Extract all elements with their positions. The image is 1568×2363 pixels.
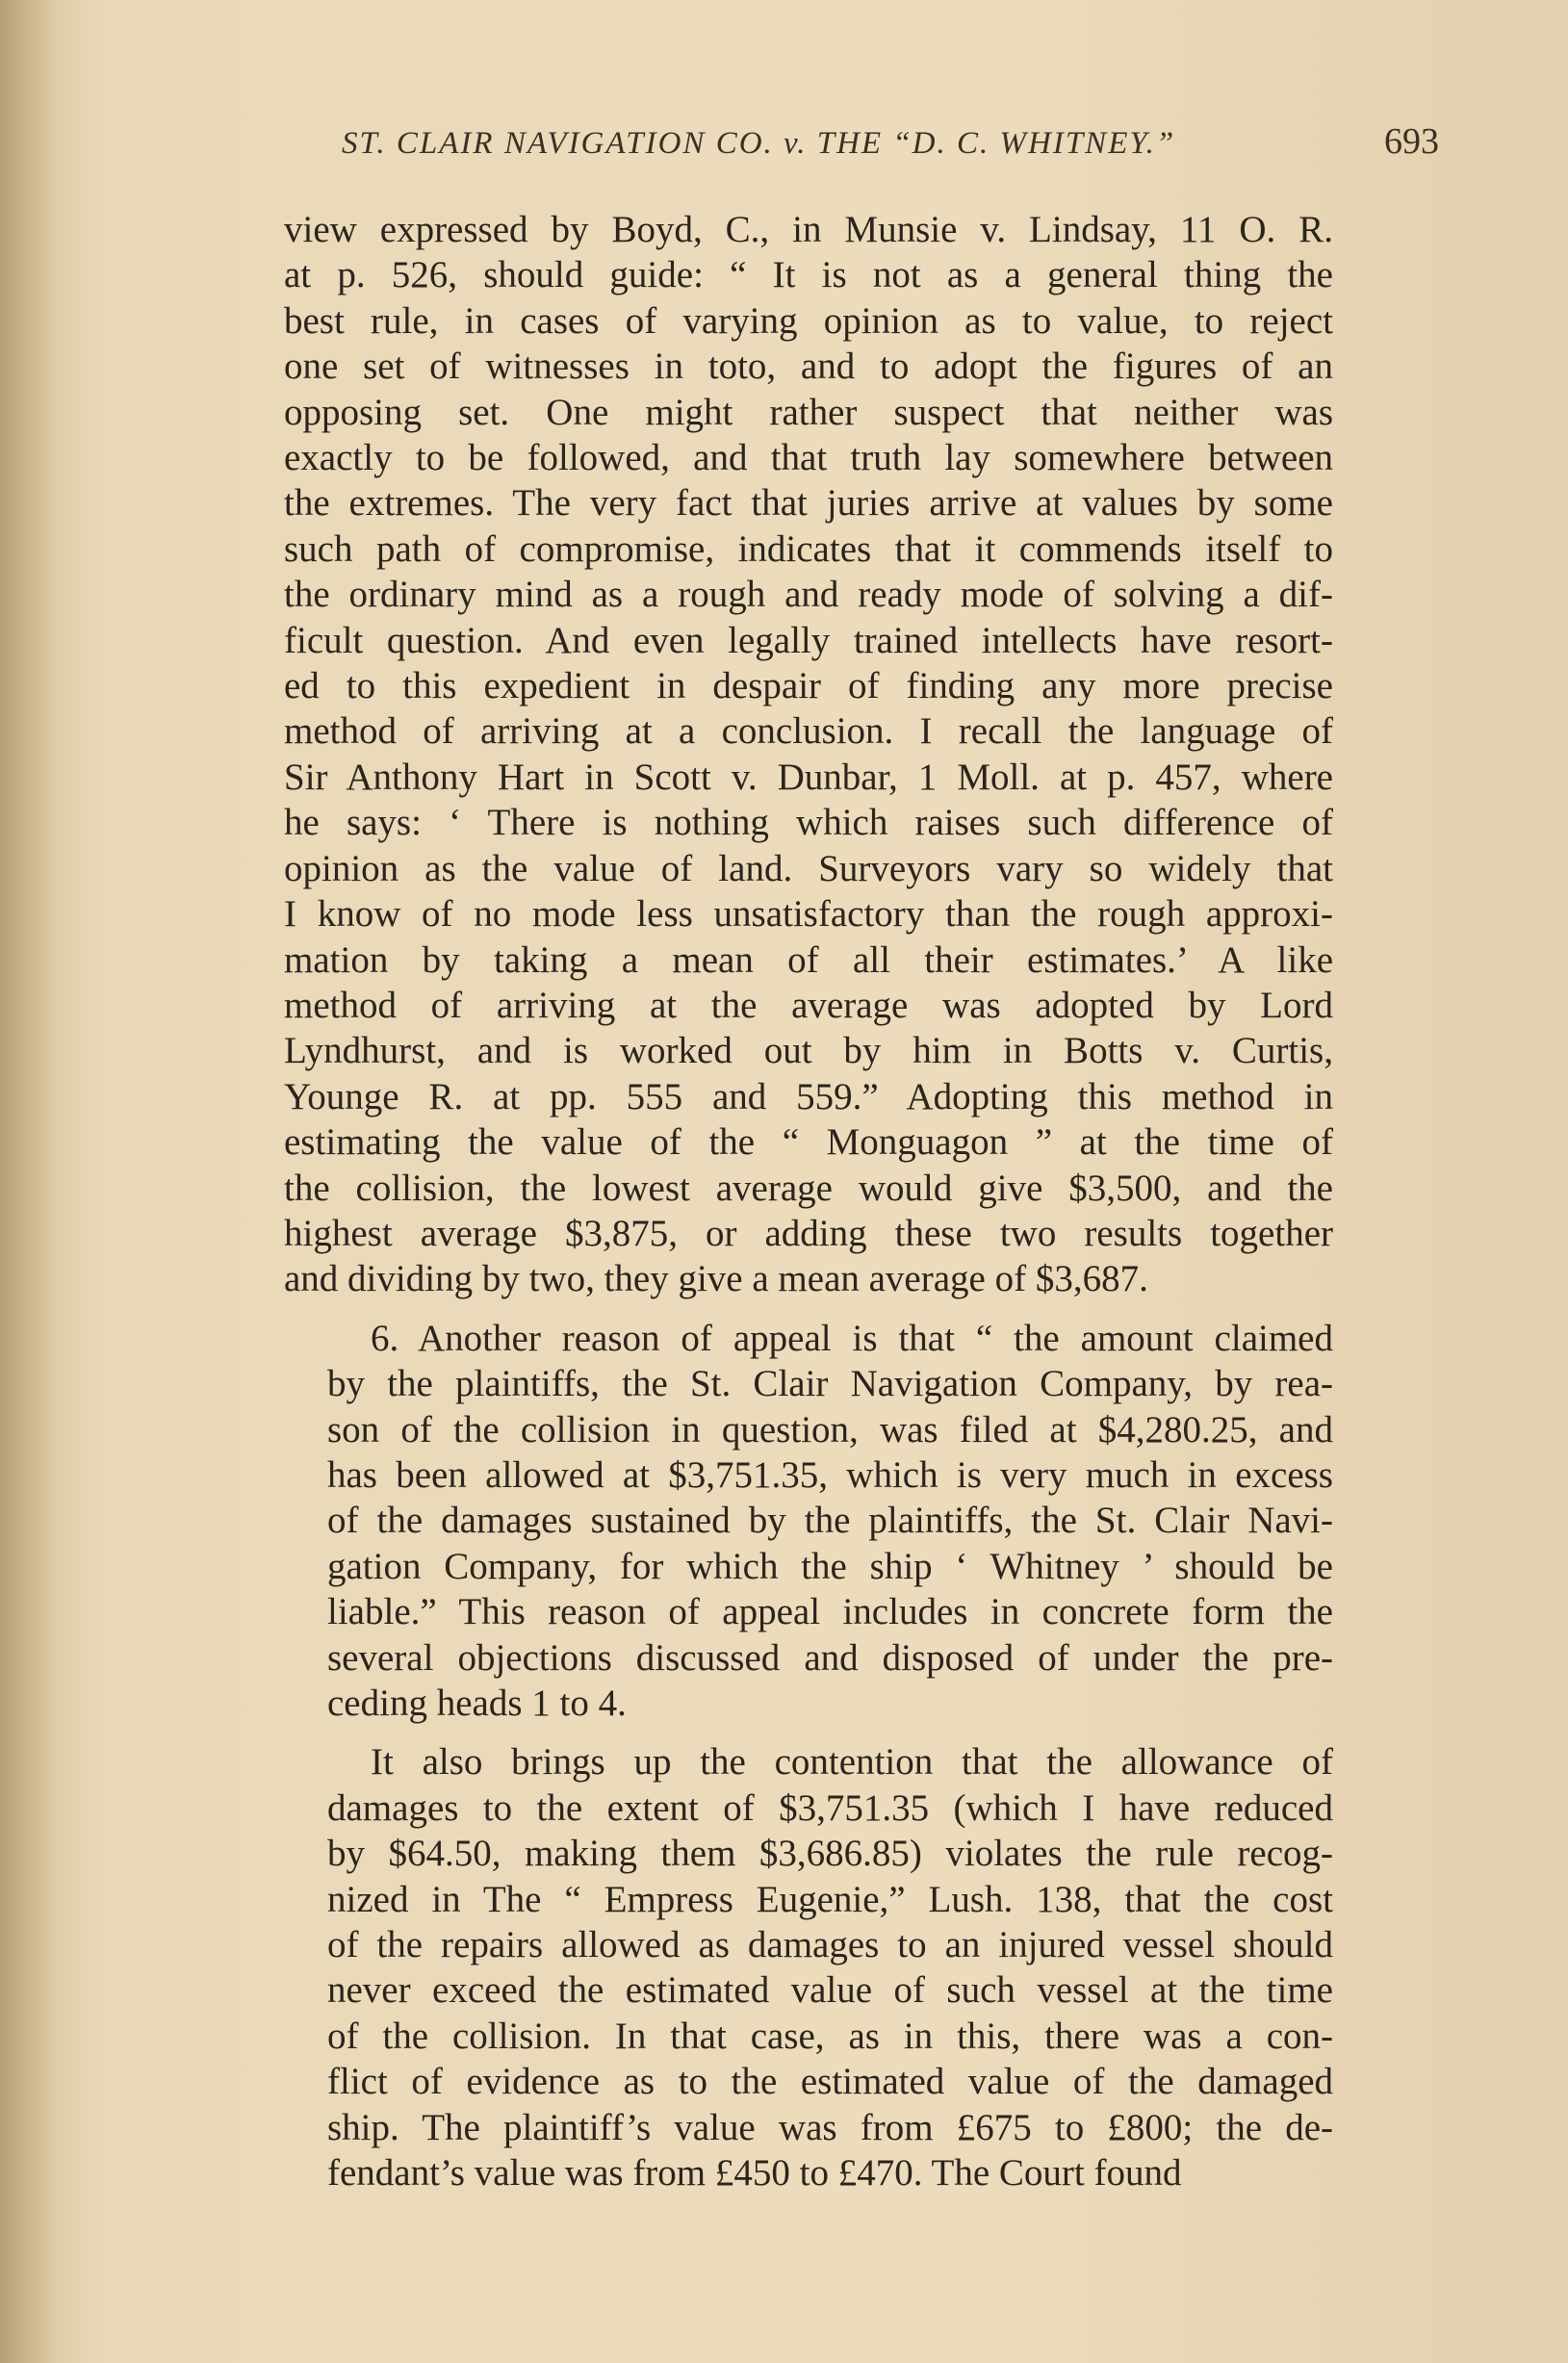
running-head: ST. CLAIR NAVIGATION CO. v. THE “D. C. WHITNEY.” [342, 126, 1176, 161]
text-line: the collision, the lowest average would give $3,500, and the [284, 1167, 1333, 1209]
text-line: liable.” This reason of appeal includes in concrete form the [327, 1591, 1333, 1633]
text-line: and dividing by two, they give a mean average of $3,687. [284, 1258, 1148, 1300]
text-line: best rule, in cases of varying opinion as to value, to reject [284, 299, 1333, 342]
text-line: such path of compromise, indicates that it commends itself to [284, 527, 1333, 570]
text-line: has been allowed at $3,751.35, which is very much in excess [327, 1453, 1333, 1496]
text-line: method of arriving at the average was adopted by Lord [284, 984, 1333, 1026]
page-gutter [0, 0, 58, 2363]
text-line: ficult question. And even legally trained intellects have resort- [284, 619, 1333, 661]
text-line: by the plaintiffs, the St. Clair Navigation Company, by rea- [327, 1363, 1333, 1405]
text-line: Younge R. at pp. 555 and 559.” Adopting this method in [284, 1075, 1333, 1117]
text-line: damages to the extent of $3,751.35 (which I have reduced [327, 1786, 1333, 1829]
text-line: ceding heads 1 to 4. [327, 1682, 627, 1724]
text-line: It also brings up the contention that the allowance of [371, 1741, 1333, 1784]
text-line: by $64.50, making them $3,686.85) violates the rule recog- [327, 1833, 1333, 1875]
text-line: Lyndhurst, and is worked out by him in Botts v. Curtis, [284, 1030, 1333, 1072]
text-line: exactly to be followed, and that truth lay somewhere between [284, 437, 1333, 479]
text-line: of the repairs allowed as damages to an injured vessel should [327, 1924, 1333, 1966]
text-line: highest average $3,875, or adding these two results together [284, 1212, 1333, 1254]
page-header [342, 120, 1439, 178]
text-line: he says: ‘ There is nothing which raises such difference of [284, 802, 1333, 844]
text-line: method of arriving at a conclusion. I recall the language of [284, 710, 1333, 753]
text-line: the extremes. The very fact that juries arrive at values by some [284, 482, 1333, 525]
text-line: Sir Anthony Hart in Scott v. Dunbar, 1 Moll. at p. 457, where [284, 756, 1333, 798]
text-line: at p. 526, should guide: “ It is not as a general thing the [284, 254, 1333, 296]
page-number: 693 [1384, 121, 1439, 162]
text-line: estimating the value of the “ Monguagon ” at the time of [284, 1121, 1333, 1164]
paragraph [284, 1316, 1333, 1727]
text-line: gation Company, for which the ship ‘ Whitney ’ should be [327, 1545, 1333, 1587]
text-line: ed to this expedient in despair of finding any more precise [284, 665, 1333, 707]
body-text [284, 207, 1333, 2209]
text-line: of the collision. In that case, as in this, there was a con- [327, 2015, 1333, 2057]
text-line: nized in The “ Empress Eugenie,” Lush. 138, that the cost [327, 1878, 1333, 1920]
text-line: opinion as the value of land. Surveyors vary so widely that [284, 847, 1333, 889]
text-line: the ordinary mind as a rough and ready mode of solving a dif- [284, 574, 1333, 616]
text-line: son of the collision in question, was filed at $4,280.25, and [327, 1408, 1333, 1451]
text-line: flict of evidence as to the estimated value of the damaged [327, 2061, 1333, 2103]
text-line: 6. Another reason of appeal is that “ the amount claimed [371, 1317, 1333, 1359]
text-line: mation by taking a mean of all their estimates.’ A like [284, 938, 1333, 981]
text-line: never exceed the estimated value of such vessel at the time [327, 1969, 1333, 2012]
text-line: view expressed by Boyd, C., in Munsie v. Lindsay, 11 O. R. [284, 209, 1333, 250]
paragraph [284, 207, 1333, 1302]
text-line: of the damages sustained by the plaintiffs, the St. Clair Navi- [327, 1500, 1333, 1542]
text-line: one set of witnesses in toto, and to adopt the figures of an [284, 346, 1333, 388]
text-line: ship. The plaintiff’s value was from £675 to £800; the de- [327, 2106, 1333, 2148]
text-line: I know of no mode less unsatisfactory than the rough approxi- [284, 893, 1333, 936]
text-line: several objections discussed and disposed of under the pre- [327, 1636, 1333, 1679]
text-line: opposing set. One might rather suspect that neither was [284, 391, 1333, 433]
text-line: fendant’s value was from £450 to £470. The Court found [327, 2152, 1182, 2195]
paragraph [284, 1739, 1333, 2196]
